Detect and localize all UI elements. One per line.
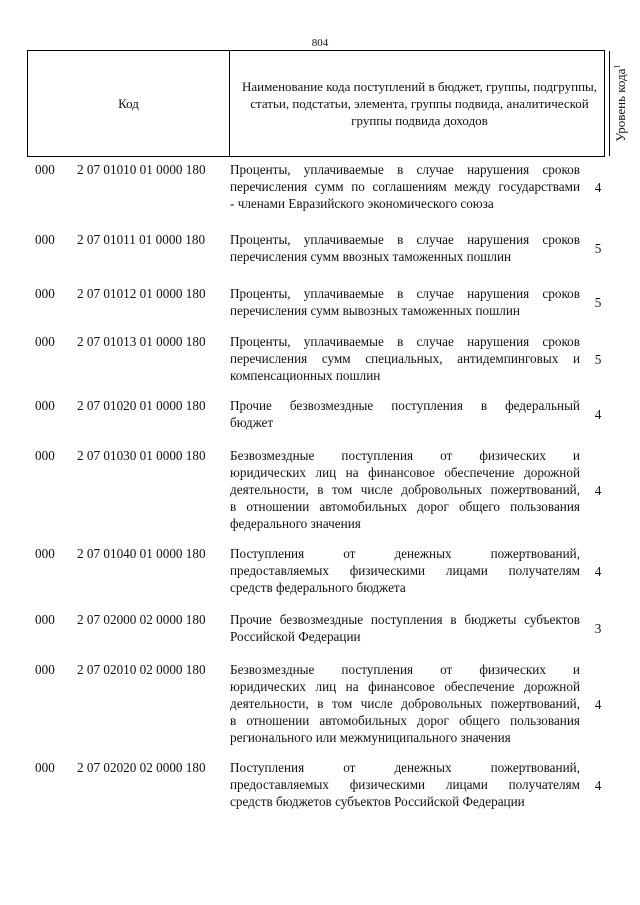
row-name-line: Проценты, уплачиваемые в случае нарушения сроков — [230, 162, 580, 177]
row-level: 3 — [594, 621, 602, 636]
row-name — [230, 161, 580, 212]
row-name-line: Безвозмездные поступления от физических и — [230, 662, 580, 677]
row-name-line: средств бюджетов субъектов Российской Федерации — [230, 794, 525, 809]
row-name — [230, 231, 580, 265]
row-name-line: - членами Евразийского экономического союза — [230, 196, 494, 211]
row-group: 000 — [35, 760, 55, 775]
row-group: 000 — [35, 232, 55, 247]
row-name — [230, 333, 580, 384]
row-name — [230, 759, 580, 810]
row-name-line: перечисления сумм ввозных таможенных пошлин — [230, 249, 512, 264]
row-group: 000 — [35, 546, 55, 561]
row-name-line: Прочие безвозмездные поступления в федеральный — [230, 398, 580, 413]
row-level: 5 — [594, 241, 602, 256]
header-code: Код — [28, 51, 230, 156]
row-name-line: федерального значения — [230, 516, 361, 531]
row-name-line: Проценты, уплачиваемые в случае нарушения сроков — [230, 334, 580, 349]
row-level: 4 — [594, 564, 602, 579]
row-name-line: бюджет — [230, 415, 274, 430]
row-level: 4 — [594, 407, 602, 422]
row-level: 4 — [594, 180, 602, 195]
row-name-line: регионального или межмуниципального значения — [230, 730, 511, 745]
row-group: 000 — [35, 162, 55, 177]
row-name-line: юридических лиц на финансовое обеспечение дорожной — [230, 465, 580, 480]
row-level: 4 — [594, 483, 602, 498]
row-code: 2 07 01040 01 0000 180 — [77, 546, 206, 561]
row-group: 000 — [35, 286, 55, 301]
row-name-line: Прочие безвозмездные поступления в бюджеты субъектов — [230, 612, 580, 627]
row-code: 2 07 01012 01 0000 180 — [77, 286, 206, 301]
row-name-line: средств федерального бюджета — [230, 580, 406, 595]
row-code: 2 07 01011 01 0000 180 — [77, 232, 206, 247]
row-name-line: деятельности, в том числе добровольных пожертвований, — [230, 696, 580, 711]
row-name — [230, 285, 580, 319]
row-group: 000 — [35, 662, 55, 677]
row-name-line: перечисления сумм вывозных таможенных пошлин — [230, 303, 520, 318]
row-name-line: предоставляемых физическими лицами получателям — [230, 777, 580, 792]
row-name-line: Безвозмездные поступления от физических и — [230, 448, 580, 463]
row-name-line: в отношении автомобильных дорог общего пользования — [230, 713, 580, 728]
row-name — [230, 661, 580, 746]
row-name-line: юридических лиц на финансовое обеспечение дорожной — [230, 679, 580, 694]
row-name-line: Проценты, уплачиваемые в случае нарушения сроков — [230, 286, 580, 301]
row-name — [230, 545, 580, 596]
row-name-line: Российской Федерации — [230, 629, 361, 644]
page-number: 804 — [311, 37, 329, 49]
row-level: 4 — [594, 778, 602, 793]
row-level: 5 — [594, 352, 602, 367]
row-name-line: компенсационных пошлин — [230, 368, 381, 383]
row-code: 2 07 01030 01 0000 180 — [77, 448, 206, 463]
row-name-line: перечисления сумм по соглашениям между государствами — [230, 179, 580, 194]
row-code: 2 07 01010 01 0000 180 — [77, 162, 206, 177]
row-code: 2 07 02000 02 0000 180 — [77, 612, 206, 627]
row-group: 000 — [35, 612, 55, 627]
row-level: 5 — [594, 295, 602, 310]
header-level-footnote: 1 — [612, 64, 622, 69]
header-level — [610, 51, 632, 156]
row-code: 2 07 01013 01 0000 180 — [77, 334, 206, 349]
row-group: 000 — [35, 448, 55, 463]
row-code: 2 07 02010 02 0000 180 — [77, 662, 206, 677]
row-code: 2 07 02020 02 0000 180 — [77, 760, 206, 775]
header-level-label: Уровень кода — [613, 68, 629, 143]
header-level-text — [613, 65, 629, 142]
row-name-line: деятельности, в том числе добровольных пожертвований, — [230, 482, 580, 497]
row-name-line: Поступления от денежных пожертвований, — [230, 546, 580, 561]
header-name: Наименование кода поступлений в бюджет, группы, подгруппы, статьи, подстатьи, элемента, группы подвида, аналитической группы подвида доходов — [230, 51, 610, 156]
row-name-line: в отношении автомобильных дорог общего пользования — [230, 499, 580, 514]
row-name-line: предоставляемых физическими лицами получателям — [230, 563, 580, 578]
row-name — [230, 397, 580, 431]
row-name-line: перечисления сумм специальных, антидемпинговых и — [230, 351, 580, 366]
row-name — [230, 447, 580, 532]
row-name-line: Поступления от денежных пожертвований, — [230, 760, 580, 775]
row-name — [230, 611, 580, 645]
row-group: 000 — [35, 334, 55, 349]
row-level: 4 — [594, 697, 602, 712]
row-name-line: Проценты, уплачиваемые в случае нарушения сроков — [230, 232, 580, 247]
row-group: 000 — [35, 398, 55, 413]
row-code: 2 07 01020 01 0000 180 — [77, 398, 206, 413]
table-header — [27, 50, 629, 157]
